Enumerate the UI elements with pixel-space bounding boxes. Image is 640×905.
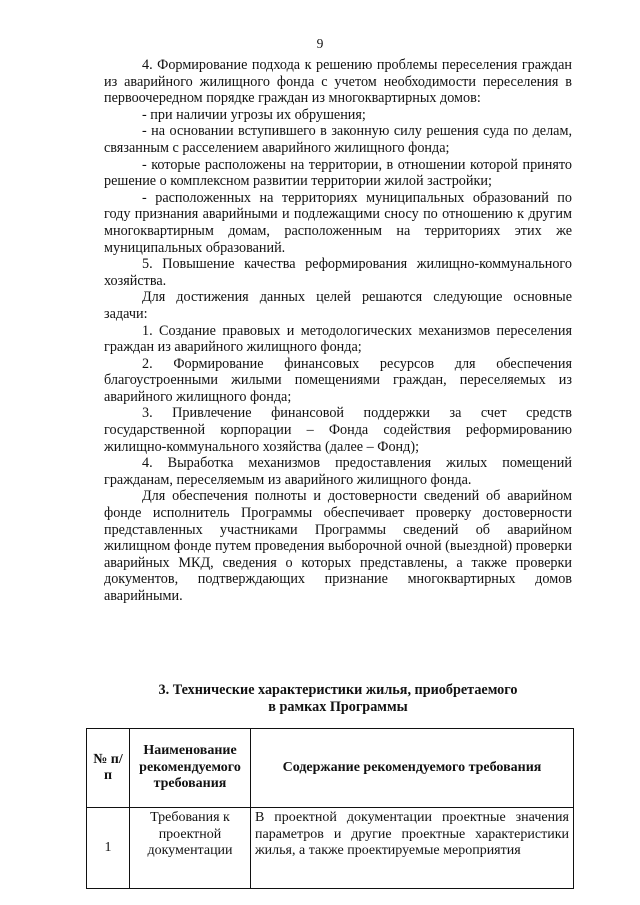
table-row bbox=[87, 808, 574, 889]
paragraph-6: 5. Повышение качества реформирования жилищно-коммунального хозяйства. bbox=[104, 256, 572, 289]
paragraph-4: - которые расположены на территории, в отношении которой принято решение о комплексном развитии территории жилой застройки; bbox=[104, 156, 572, 190]
header-content: Содержание рекомендуемого требования bbox=[251, 729, 574, 808]
paragraph-8: 1. Создание правовых и методологических механизмов переселения граждан из аварийного жилищного фонда; bbox=[104, 322, 572, 356]
paragraph-10: 3. Привлечение финансовой поддержки за счет средств государственной корпорации – Фонда содействия реформированию жилищно-коммунального хозяйства (далее – Фонд); bbox=[104, 405, 572, 455]
section-title bbox=[104, 682, 572, 716]
section-title-line-2: в рамках Программы bbox=[268, 699, 408, 715]
paragraph-11: 4. Выработка механизмов предоставления жилых помещений гражданам, переселяемым из аварийного жилищного фонда. bbox=[104, 455, 572, 488]
paragraph-3: - на основании вступившего в законную силу решения суда по делам, связанным с расселением аварийного жилищного фонда; bbox=[104, 123, 572, 156]
paragraph-7: Для достижения данных целей решаются следующие основные задачи: bbox=[104, 289, 572, 322]
header-name: Наименование рекомендуемого требования bbox=[130, 729, 251, 808]
header-num: № п/п bbox=[87, 729, 130, 808]
body-text bbox=[104, 57, 572, 605]
paragraph-2: - при наличии угрозы их обрушения; bbox=[142, 106, 366, 123]
requirements-table bbox=[86, 728, 574, 889]
page-number: 9 bbox=[316, 36, 324, 51]
paragraph-9: 2. Формирование финансовых ресурсов для обеспечения благоустроенными жилыми помещениями граждан, переселяемых из аварийного жилищного фонда; bbox=[104, 355, 572, 405]
table-header-row bbox=[87, 729, 574, 808]
paragraph-1: 4. Формирование подхода к решению проблемы переселения граждан из аварийного жилищного фонда с учетом необходимости переселения в первоочередном порядке граждан из многоквартирных домов: bbox=[104, 57, 572, 107]
row-name: Требования к проектной документации bbox=[130, 808, 251, 889]
row-content: В проектной документации проектные значения параметров и другие проектные характеристики жилья, а также проектируемые мероприятия bbox=[251, 808, 574, 889]
paragraph-12: Для обеспечения полноты и достоверности сведений об аварийном фонде исполнитель Программы обеспечивает проверку достоверности представленных участниками Программы сведений об аварийном жилищном фонде путем проведения выборочной очной (выездной) проверки аварийных МКД, сведения о которых представлены, а также проверки документов, подтверждающих признание многоквартирных домов аварийными. bbox=[104, 488, 572, 604]
row-num: 1 bbox=[87, 808, 130, 889]
paragraph-5: - расположенных на территориях муниципальных образований по году признания аварийными и подлежащими сносу по отношению к другим многоквартирным домам, расположенным на территориях этих же муниципальных образований. bbox=[104, 189, 572, 256]
section-title-line-1: 3. Технические характеристики жилья, приобретаемого bbox=[158, 682, 518, 698]
